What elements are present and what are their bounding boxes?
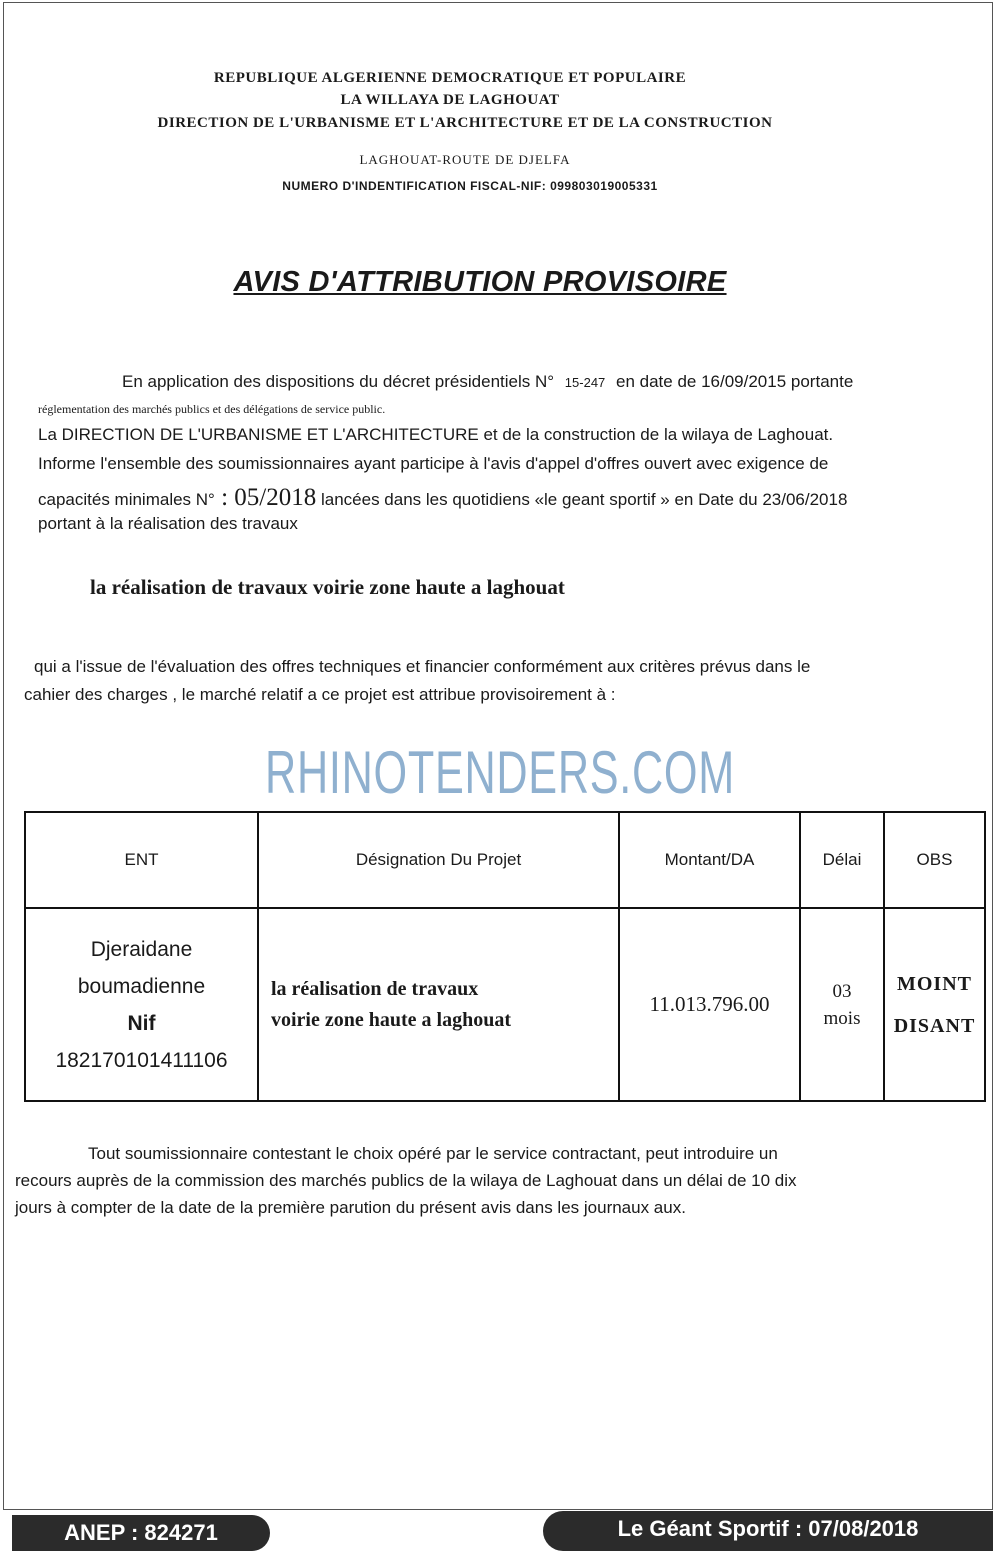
intro-la: La (38, 425, 62, 444)
obs-line-1: MOINT (897, 972, 972, 995)
table-header-row (25, 812, 985, 908)
recours-line-1: Tout soumissionnaire contestant le choix opéré par le service contractant, peut introduire un (88, 1144, 778, 1163)
recours-line-2: recours auprès de la commission des marchés publics de la wilaya de Laghouat dans un délai de 10 dix (15, 1171, 797, 1190)
footer-journal-badge: Le Géant Sportif : 07/08/2018 (543, 1511, 993, 1551)
cell-project (258, 908, 619, 1101)
intro-direction: DIRECTION DE L'URBANISME ET L'ARCHITECTURE (61, 425, 479, 444)
intro-decree-date: en date de 16/09/2015 portante (616, 372, 854, 391)
header-ent: ENT (25, 812, 258, 908)
header-direction: DIRECTION DE L'URBANISME ET L'ARCHITECTURE ET DE LA CONSTRUCTION (157, 115, 773, 131)
header-wilaya: LA WILLAYA DE LAGHOUAT (340, 92, 560, 108)
intro-line-1 (122, 372, 853, 392)
intro-construction: et de la construction de la wilaya de Laghouat. (478, 425, 834, 444)
award-table (24, 811, 986, 1102)
header-republic: REPUBLIQUE ALGERIENNE DEMOCRATIQUE ET POPULAIRE (213, 70, 687, 86)
intro-decree-number: 15-247 (564, 375, 606, 390)
intro-line-5 (38, 484, 847, 512)
intro-quotidiens: lancées dans les quotidiens «le geant sportif » en Date du 23/06/2018 (316, 490, 848, 509)
ent-nif-label: Nif (127, 1011, 156, 1035)
header-designation: Désignation Du Projet (258, 812, 619, 908)
cell-ent (25, 908, 258, 1101)
watermark: RHINOTENDERS.COM (265, 739, 735, 806)
obs-line-2: DISANT (893, 1014, 976, 1037)
footer-anep-badge: ANEP : 824271 (12, 1515, 270, 1551)
header-delai: Délai (800, 812, 884, 908)
intro-capacites: capacités minimales N° (38, 490, 215, 509)
header-nif: NUMERO D'INDENTIFICATION FISCAL-NIF: 099803019005331 (282, 179, 658, 193)
ent-nif-value: 182170101411106 (55, 1048, 228, 1072)
table-row (25, 908, 985, 1101)
project-line: la réalisation de travaux voirie zone haute a laghouat (90, 575, 565, 599)
delai-unit: mois (823, 1007, 861, 1029)
evaluation-line-2: cahier des charges , le marché relatif a ce projet est attribue provisoirement à : (24, 685, 616, 704)
ent-name-1: Djeraidane (90, 937, 193, 961)
intro-line-3 (38, 425, 833, 445)
header-obs: OBS (884, 812, 985, 908)
cell-obs (884, 908, 985, 1101)
header-montant: Montant/DA (619, 812, 800, 908)
ent-name-2: boumadienne (77, 974, 206, 998)
intro-line-4: Informe l'ensemble des soumissionnaires ayant participe à l'avis d'appel d'offres ouvert avec exigence de (38, 454, 829, 473)
evaluation-line-1: qui a l'issue de l'évaluation des offres techniques et financier conformément aux critères prévus dans le (34, 657, 811, 676)
intro-decree-text: En application des dispositions du décret présidentiels N° (122, 372, 555, 391)
document-title: AVIS D'ATTRIBUTION PROVISOIRE (233, 266, 727, 298)
recours-line-3: jours à compter de la date de la première parution du présent avis dans les journaux aux. (15, 1198, 686, 1217)
header-address: LAGHOUAT-ROUTE DE DJELFA (359, 152, 571, 167)
project-line-1: la réalisation de travaux (271, 977, 479, 1000)
delai-number: 03 (832, 980, 852, 1002)
intro-tender-number: : 05/2018 (214, 484, 317, 511)
intro-line-6: portant à la réalisation des travaux (38, 514, 298, 533)
cell-amount: 11.013.796.00 (619, 908, 800, 1101)
cell-delai (800, 908, 884, 1101)
project-line-2: voirie zone haute a laghouat (271, 1008, 511, 1031)
intro-line-2: réglementation des marchés publics et des délégations de service public. (38, 402, 386, 416)
